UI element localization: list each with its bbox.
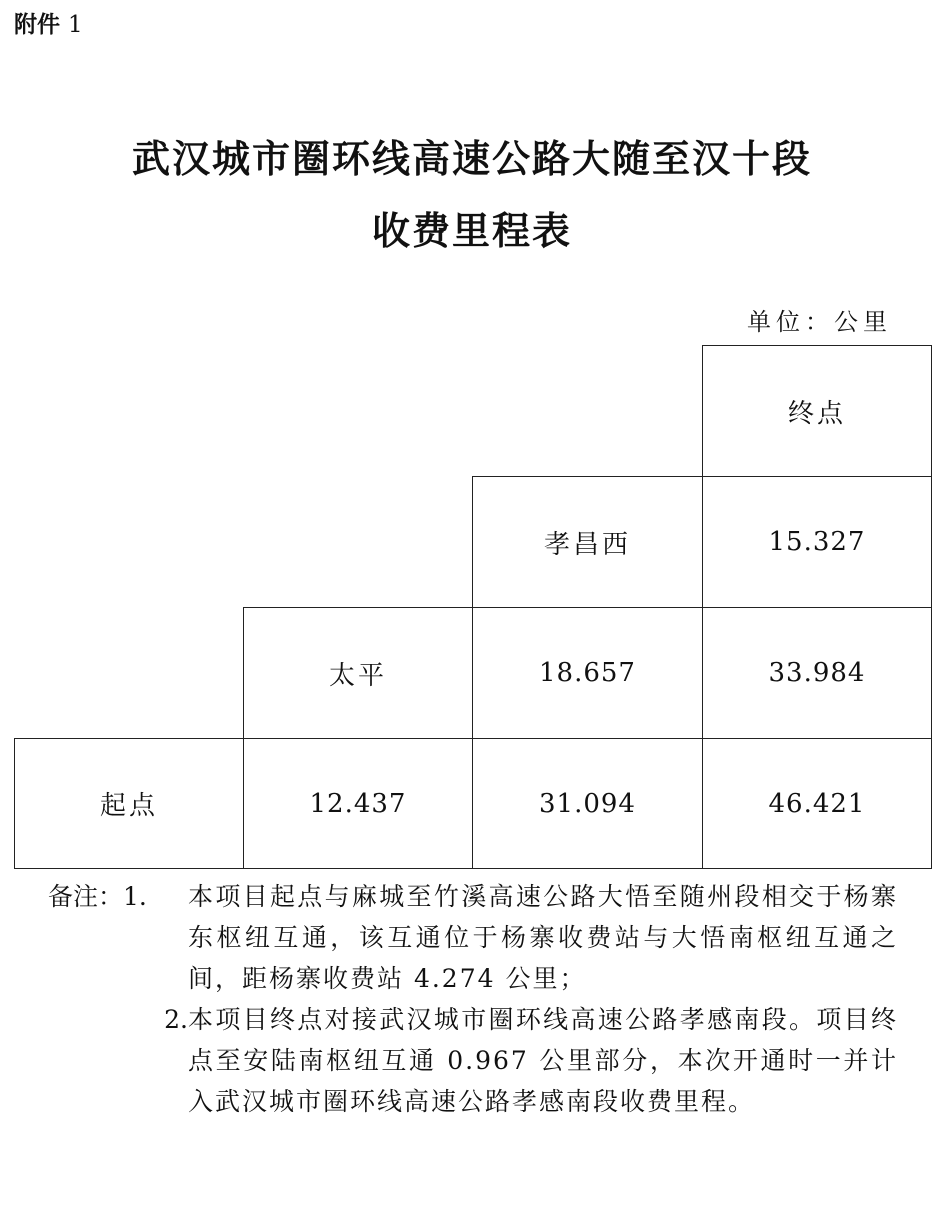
title-line-2: 收费里程表 (371, 209, 572, 253)
note-item (48, 876, 898, 999)
table-cell: 15.327 (702, 476, 932, 608)
note-item (48, 999, 898, 1122)
table-cell: 18.657 (472, 607, 703, 739)
notes-heading: 备注：1. (48, 882, 147, 911)
note-text: 本项目终点对接武汉城市圈环线高速公路孝感南段。项目终点至安陆南枢纽互通 0.967 公里部分，本次开通时一并计入武汉城市圈环线高速公路孝感南段收费里程。 (188, 1005, 898, 1116)
table-row-label: 太平 (243, 607, 473, 739)
title-line-1: 武汉城市圈环线高速公路大随至汉十段 (131, 137, 812, 181)
table-cell: 33.984 (702, 607, 932, 739)
unit-label: 单位：公里 (747, 308, 892, 336)
table-header-end: 终点 (702, 345, 932, 477)
table-row-label: 起点 (14, 738, 244, 869)
note-text: 本项目起点与麻城至竹溪高速公路大悟至随州段相交于杨寨东枢纽互通，该互通位于杨寨收费站与大悟南枢纽互通之间，距杨寨收费站 4.274 公里； (188, 882, 898, 993)
attachment-word: 附件 (14, 12, 60, 38)
table-cell: 12.437 (243, 738, 473, 869)
table-cell: 31.094 (472, 738, 703, 869)
attachment-number: 1 (68, 12, 83, 38)
note-number: 2. (164, 1005, 188, 1034)
notes-section (48, 876, 898, 1122)
attachment-label (14, 6, 83, 39)
table-row-label: 孝昌西 (472, 476, 703, 608)
table-cell: 46.421 (702, 738, 932, 869)
